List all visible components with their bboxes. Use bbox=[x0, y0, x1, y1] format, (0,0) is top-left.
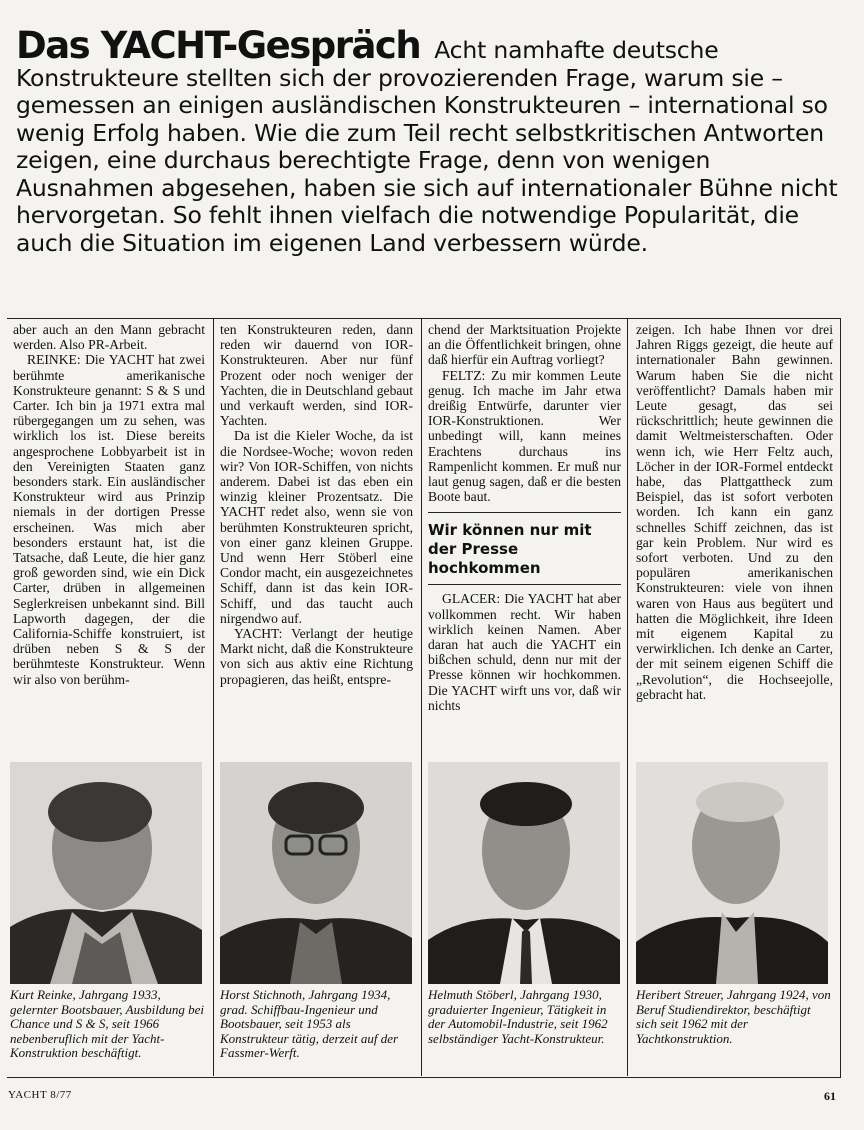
text-column-2 bbox=[220, 322, 413, 742]
photo-caption-streuer: Heribert Streuer, Jahrgang 1924, von Beruf Studiendirektor, beschäftigt sich seit 1962 mit der Yachtkonstruktion. bbox=[636, 987, 831, 1046]
photo-caption-stichnoth: Horst Stichnoth, Jahrgang 1934, grad. Schiffbau-Ingenieur und Bootsbauer, seit 1953 als Konstrukteur tätig, derzeit auf der Fassmer-Werft. bbox=[220, 987, 399, 1061]
portrait-photo-reinke bbox=[10, 762, 202, 984]
text-column-1 bbox=[13, 322, 205, 742]
page-number: 61 bbox=[824, 1089, 836, 1103]
paragraph: YACHT: Verlangt der heutige Markt nicht, daß die Konstrukteure von sich aus aktiv eine Richtung propagieren, das heißt, entspre- bbox=[220, 626, 413, 687]
paragraph: REINKE: Die YACHT hat zwei berühmte amerikanische Konstrukteure genannt: S & S und Carter. Ich bin ja 1971 extra mal rübergegangen um zu sehen, was wirklich los ist. Diese bereits angesprochene Lobbyarbeit ist in den Vereinigten Staaten ganz besonders stark. Ein ausländischer Konstrukteur wird aus Prinzip niemals in der dortigen Presse erscheinen. Was mich aber besonders erstaunt hat, ist die Tatsache, daß Leute, die hier ganz groß geworden sind, wie ein Dick Carter, drüben in allgemeinen Seglerkreisen unbekannt sind. Bill Lapworth dagegen, der die California-Schiffe konstruiert, ist drüben neben S & S der berühmteste Konstrukteur. Wenn wir also von berühm- bbox=[13, 352, 205, 687]
section-subhead: Wir können nur mit der Presse hochkommen bbox=[428, 512, 621, 585]
text-column-3 bbox=[428, 322, 621, 742]
paragraph: zeigen. Ich habe Ihnen vor drei Jahren Riggs gezeigt, die heute auf internationaler Bahn gewinnen. Warum haben Sie die nicht veröffentlicht? Damals haben mir Leute gesagt, das sei rückschrittlich; heute gewinnen die damit Weltmeisterschaften. Oder wenn ich, wie Herr Feltz auch, Löcher in der IOR-Formel entdeckt habe, das Plattgattheck zum Beispiel, das ist sofort verboten worden. Ich kann ein ganz schnelles Schiff zeichnen, das ist gar kein Problem. Nur wird es sofort verboten. Und zu den populären amerikanischen Konstrukteuren: viele von ihnen waren von Haus aus begütert und hatten die Möglichkeit, ihre Ideen mit eigenem Kapital zu verwirklichen. Ich denke an Carter, der mit seinem eigenen Schiff die „Revolution“, die Hochseejolle, gebracht hat. bbox=[636, 322, 833, 702]
column-rule bbox=[213, 318, 214, 1076]
issue-label: YACHT 8/77 bbox=[8, 1089, 72, 1101]
paragraph: aber auch an den Mann gebracht werden. Also PR-Arbeit. bbox=[13, 322, 205, 353]
article-title: Das YACHT-Gespräch bbox=[16, 24, 421, 67]
article-lead: Acht namhafte deutsche Konstrukteure stellten sich der provozierenden Frage, warum sie – gemessen an einigen ausländischen Konstrukteuren – international so wenig Erfolg haben. Wie die zum Teil recht selbstkritischen Antworten zeigen, eine durchaus berechtigte Frage, denn von wenigen Ausnahmen abgesehen, haben sie sich auf internationaler Bühne nicht hervorgetan. So fehlt ihnen vielfach die notwendige Popularität, die auch die Situation im eigenen Land verbessern würde. bbox=[16, 36, 838, 257]
paragraph: chend der Marktsituation Projekte an die Öffentlichkeit bringen, ohne daß hierfür ein Auftrag vorliegt? bbox=[428, 322, 621, 368]
portrait-photo-streuer bbox=[636, 762, 828, 984]
text-column-4 bbox=[636, 322, 833, 742]
column-rule bbox=[421, 318, 422, 1076]
paragraph: GLACER: Die YACHT hat aber vollkommen recht. Wir haben wirklich keinen Namen. Aber daran hat auch die YACHT ein bißchen schuld, denn nur mit der Presse können wir hochkommen. Die YACHT wirft uns vor, daß wir nichts bbox=[428, 591, 621, 713]
headline-block bbox=[16, 24, 846, 257]
paragraph: FELTZ: Zu mir kommen Leute genug. Ich mache im Jahr etwa dreißig Entwürfe, darunter vier IOR-Konstruktionen. Wer unbedingt will, kann meines Erachtens durchaus ins Rampenlicht kommen. Er muß nur laut genug sagen, daß er die besten Boote baut. bbox=[428, 367, 621, 505]
portrait-photo-stichnoth bbox=[220, 762, 412, 984]
portrait-photo-stoeberl bbox=[428, 762, 620, 984]
column-rule bbox=[627, 318, 628, 1076]
photo-caption-stoeberl: Helmuth Stöberl, Jahrgang 1930, graduierter Ingenieur, Tätigkeit in der Automobil-Industrie, seit 1962 selbständiger Yacht-Konstrukteur. bbox=[428, 987, 608, 1046]
paragraph: ten Konstrukteuren reden, dann reden wir dauernd von IOR-Konstrukteuren. Aber nur fünf Prozent oder noch weniger der Yachten, die in Deutschland gebaut und verkauft werden, sind IOR-Yachten. bbox=[220, 322, 413, 429]
paragraph: Da ist die Kieler Woche, da ist die Nordsee-Woche; wovon reden wir? Von IOR-Schiffen, von nichts anderem. Dabei ist das eben ein winzig kleiner Prozentsatz. Die YACHT redet also, wenn sie von berühmten Konstrukteuren spricht, von einer ganz kleinen Gruppe. Und wenn Herr Stöberl eine Condor macht, ein ausgezeichnetes Schiff, dann ist das kein IOR-Schiff, und das taucht auch nirgendwo auf. bbox=[220, 428, 413, 626]
photo-caption-reinke: Kurt Reinke, Jahrgang 1933, gelernter Bootsbauer, Ausbildung bei Chance und S & S, seit 1966 nebenberuflich mit der Yacht-Konstruktion beschäftigt. bbox=[10, 987, 205, 1061]
